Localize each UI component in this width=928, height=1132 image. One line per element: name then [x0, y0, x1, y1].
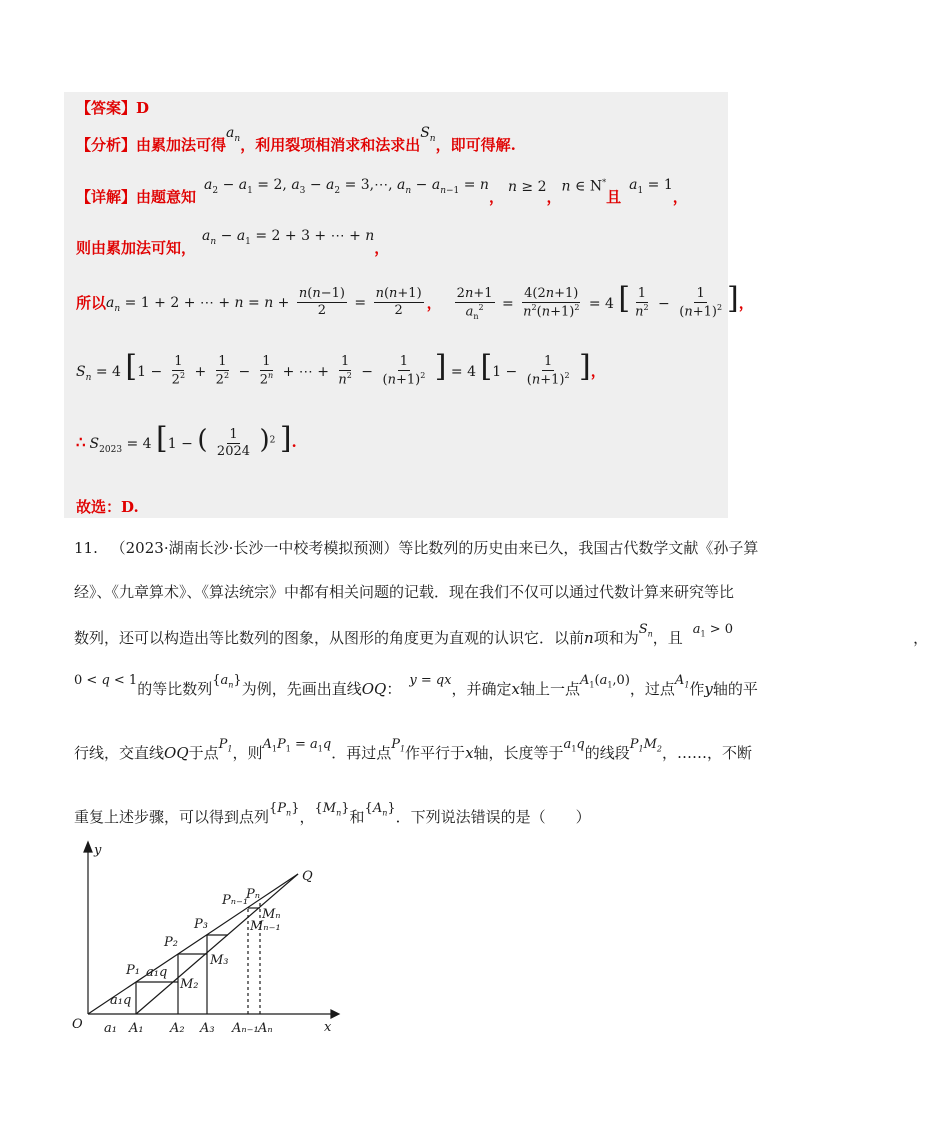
detail-line: 【详解】 由题意知 $a_2 - a_1 = 2$, $a_3 - a_2$ = 3,⋯, $a_n - a_{n-1} = n$ ， n ≥ 2 ， n ∈ N* 且 $a_1 = 1$ ，: [76, 177, 688, 206]
then-text: 则由累加法可知，: [76, 239, 197, 257]
label-A1: A₁: [129, 1021, 144, 1036]
math-a1q: $a_1q$: [563, 737, 585, 754]
x-axis-arrow: [331, 1010, 339, 1018]
math-ratio-formula: $\frac{2n+1}{a_n^2}$ = $\frac{4(2n+1)}{n^2(n+1)^2}$ = 4 [ $\frac{1}{n^2}$ − $\frac{1}{(n+1)^2}$ ]: [456, 281, 739, 321]
label-P1: P₁: [126, 963, 140, 978]
math-a1-gt-0: $a_1 > 0$: [692, 622, 734, 639]
math-q-range: 0 < q < 1: [74, 673, 138, 688]
label-a1q-vertical: a₁q: [110, 993, 132, 1008]
line-through-m: [136, 874, 298, 1014]
label-M3: M₃: [210, 953, 229, 968]
question-source: （2023·湖南长沙·长沙一中校考模拟预测）: [110, 539, 399, 557]
label-Pn: Pₙ: [246, 887, 261, 902]
label-M2: M₂: [180, 977, 199, 992]
question-number: 11.: [74, 539, 98, 557]
math-an-formula: $a_n = 1 + 2$ + ⋯ + n = n + $\frac{n(n-1)}{2}$ = $\frac{n(n+1)}{2}$: [106, 285, 422, 318]
label-A2: A₂: [170, 1021, 185, 1036]
therefore-line: ∴ $S_{2023} = 4$ [1 − ( $\frac{1}{2024}$ )$^2$ ] .: [76, 421, 297, 459]
geometric-sequence-figure: [66, 838, 356, 1038]
answer-label: 【答案】: [76, 99, 137, 117]
origin-label: O: [72, 1017, 83, 1032]
math-p1m2: $P_1M_2$: [629, 737, 662, 754]
analysis-text-3: ，即可得解.: [435, 136, 516, 154]
math-n-ge-2: n ≥ 2: [507, 178, 547, 195]
label-A3: A₃: [200, 1021, 215, 1036]
math-point-a1: $A_1(a_1,0)$: [580, 673, 630, 690]
question-line-2: 经》、《九章算术》、《算法统宗》中都有相关问题的记载．现在我们不仅可以通过代数计算来研究等比: [74, 583, 735, 601]
math-seq-pn: $\{P_n\}$: [269, 801, 300, 818]
label-Mn-1: Mₙ₋₁: [250, 919, 281, 934]
question-line-4: 0 < q < 1的等比数列$\{a_n\}$为例，先画出直线OQ： y = qx，并确定x轴上一点$A_1(a_1,0)$，过点$A_1$作y轴的平: [74, 673, 758, 698]
math-a1-point: $A_1$: [674, 673, 690, 690]
math-n-in-N: n ∈ N*: [561, 178, 607, 195]
math-p1: $P_1$: [218, 737, 233, 754]
math-p1-b: $P_1$: [391, 737, 406, 754]
math-seq-an2: $\{A_n\}$: [364, 801, 396, 818]
answer-value: D: [136, 98, 150, 117]
y-axis-arrow: [84, 842, 92, 852]
q-label: Q: [302, 869, 313, 884]
question-line-3: 数列，还可以构造出等比数列的图象，从图形的角度更为直观的认识它．以前n项和为$S_n$，且 $a_1 > 0$ ，: [74, 622, 928, 647]
y-axis-label: y: [94, 843, 102, 858]
math-sn-formula: $S_n = 4$ [1 − $\frac{1}{2^2}$ + $\frac{1}{2^2}$ − $\frac{1}{2^n}$ + ⋯ + $\frac{1}{n^2}$ − $\frac{1}{(n+1)^2}$ ] = 4 [1 − $\frac{1}{(n+1)^2}$ ]: [76, 349, 591, 388]
math-a1-eq-1: $a_1 = 1$: [629, 177, 673, 196]
math-sum: $a_n - a_1 = 2 + 3$ + ⋯ + n: [202, 228, 375, 247]
question-line-1: 11. （2023·湖南长沙·长沙一中校考模拟预测）等比数列的历史由来已久，我国古代数学文献《孙子算: [74, 539, 759, 557]
label-P3: P₃: [194, 917, 208, 932]
analysis-text-1: 由累加法可得: [136, 136, 227, 154]
math-line-oq: y = qx: [409, 673, 452, 688]
label-a1q-horizontal: a₁q: [146, 965, 168, 980]
math-sn: $S_n$: [420, 125, 436, 144]
therefore-symbol: ∴: [76, 433, 86, 452]
label-Mn: Mₙ: [262, 907, 281, 922]
answer-line: [76, 97, 149, 118]
analysis-text-2: ，利用裂项相消求和法求出: [240, 136, 421, 154]
detail-and: 且: [606, 188, 622, 206]
label-Pn-1: Pₙ₋₁: [222, 893, 249, 908]
label-An: Aₙ: [258, 1021, 273, 1036]
sn-line: $S_n = 4$ [1 − $\frac{1}{2^2}$ + $\frac{1}{2^2}$ − $\frac{1}{2^n}$ + ⋯ + $\frac{1}{n^2}$ − $\frac{1}{(n+1)^2}$ ] = 4 [1 − $\frac{1}{(n+1)^2}$ ] ，: [76, 349, 606, 388]
math-recurrence: $a_2 - a_1 = 2$, $a_3 - a_2$ = 3,⋯, $a_n - a_{n-1} = n$: [204, 177, 489, 196]
choose-line: 故选：D.: [76, 498, 139, 516]
x-axis-label: x: [324, 1020, 332, 1035]
label-a1: a₁: [104, 1021, 117, 1036]
math-a1p1: $A_1P_1 = a_1q$: [262, 737, 332, 754]
analysis-label: 【分析】: [76, 136, 137, 154]
question-line-6: 重复上述步骤，可以得到点列$\{P_n\}$，$\{M_n\}$和$\{A_n\}$．下列说法错误的是（ ）: [74, 801, 591, 826]
detail-label: 【详解】: [76, 188, 137, 206]
so-label: 所以: [76, 294, 107, 313]
analysis-line: [76, 125, 516, 155]
label-An-1: Aₙ₋₁: [232, 1021, 259, 1036]
math-sn-q: $S_n$: [638, 622, 653, 639]
detail-text-1: 由题意知: [136, 188, 197, 206]
math-an: $a_n$: [226, 125, 241, 144]
so-line: 所以 $a_n = 1 + 2$ + ⋯ + n = n + $\frac{n(n-1)}{2}$ = $\frac{n(n+1)}{2}$ ， $\frac{2n+1}{a_n^2}$ = $\frac{4(2n+1)}{n^2(n+1)^2}$ = 4 [ $\frac{1}{n^2}$ − $\frac{1}{(n+1)^2}$ ] ，: [76, 281, 754, 321]
question-line-5: 行线，交直线OQ于点$P_1$，则$A_1P_1 = a_1q$．再过点$P_1$作平行于x轴，长度等于$a_1q$的线段$P_1M_2$，……，不断: [74, 737, 753, 762]
math-seq-mn: $\{M_n\}$: [314, 801, 350, 818]
then-line: 则由累加法可知， $a_n - a_1 = 2 + 3$ + ⋯ + n ，: [76, 228, 390, 257]
math-s2023: $S_{2023} = 4$ [1 − ( $\frac{1}{2024}$ )$^2$ ]: [89, 421, 292, 459]
label-P2: P₂: [164, 935, 178, 950]
math-seq-an: $\{a_n\}$: [212, 673, 242, 690]
